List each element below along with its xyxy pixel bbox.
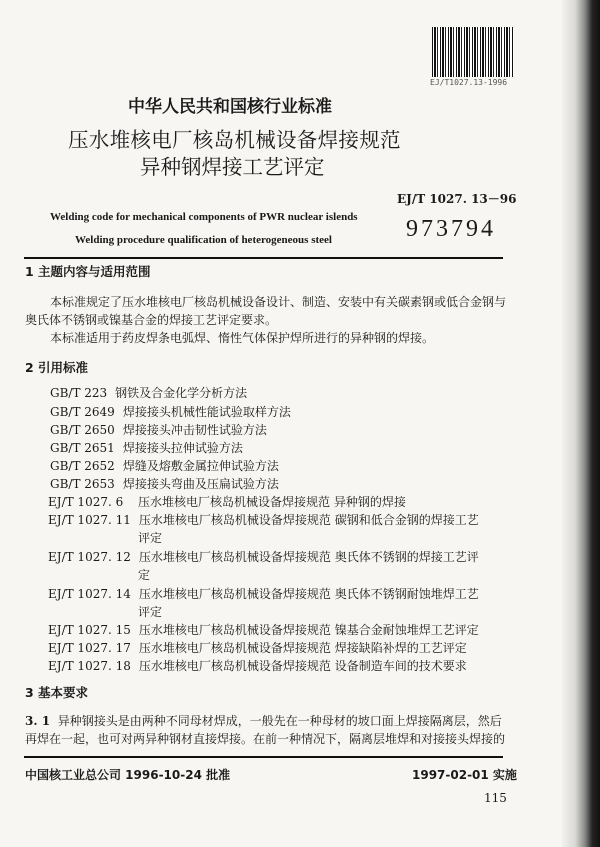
section1-para1-line1: 本标准规定了压水堆核电厂核岛机械设备设计、制造、安装中有关碳素钢或低合金钢与 — [50, 295, 507, 309]
reference-title: 焊接接头拉伸试验方法 — [122, 441, 243, 455]
section1-heading: 1 主题内容与适用范围 — [25, 264, 151, 279]
clause-number: 3. 1 — [25, 714, 51, 728]
reference-code: EJ/T 1027. 12 — [48, 550, 131, 564]
title-line1: 压水堆核电厂核岛机械设备焊接规范 — [68, 128, 401, 152]
barcode-label: EJ/T1027.13-1996 — [430, 78, 508, 87]
section1-para2: 本标准适用于药皮焊条电弧焊、惰性气体保护焊所进行的异种钢的焊接。 — [50, 331, 435, 345]
reference-title-continued: 评定 — [138, 531, 163, 545]
reference-item — [50, 458, 279, 474]
reference-code: GB/T 223 — [50, 386, 108, 400]
reference-code: GB/T 2651 — [50, 441, 115, 455]
reference-item — [50, 422, 267, 438]
effective-date: 1997-02-01 实施 — [412, 768, 517, 782]
approval-info: 中国核工业总公司 1996-10-24 批准 — [25, 768, 231, 782]
reference-title: 压水堆核电厂核岛机械设备焊接规范 碳钢和低合金钢的焊接工艺 — [138, 513, 479, 527]
reference-item — [48, 640, 467, 656]
english-title-2: Welding procedure qualification of heterogeneous steel — [75, 234, 332, 246]
reference-title-continued: 定 — [138, 568, 151, 582]
reference-title: 压水堆核电厂核岛机械设备焊接规范 镍基合金耐蚀堆焊工艺评定 — [138, 623, 479, 637]
reference-item — [50, 440, 243, 456]
reference-code: EJ/T 1027. 14 — [48, 587, 131, 601]
page-number: 115 — [484, 791, 507, 805]
scan-edge — [562, 0, 600, 847]
reference-code: EJ/T 1027. 11 — [48, 513, 131, 527]
stamp-number: 973794 — [406, 216, 496, 242]
reference-item — [48, 494, 406, 510]
reference-title: 压水堆核电厂核岛机械设备焊接规范 奥氏体不锈钢耐蚀堆焊工艺 — [138, 587, 479, 601]
reference-title-continued: 评定 — [138, 605, 163, 619]
reference-title: 压水堆核电厂核岛机械设备焊接规范 异种钢的焊接 — [138, 495, 406, 509]
reference-item — [48, 586, 479, 602]
barcode — [432, 27, 514, 77]
header-rule — [24, 257, 503, 259]
section2-heading: 2 引用标准 — [25, 360, 89, 375]
section1-para1-line2: 奥氏体不锈钢或镍基合金的焊接工艺评定要求。 — [25, 313, 278, 327]
reference-item — [50, 476, 279, 492]
reference-code: EJ/T 1027. 6 — [48, 495, 124, 509]
footer-rule — [24, 756, 503, 758]
reference-code: EJ/T 1027. 17 — [48, 641, 131, 655]
reference-code: GB/T 2652 — [50, 459, 115, 473]
reference-title: 钢铁及合金化学分析方法 — [115, 386, 248, 400]
reference-title: 压水堆核电厂核岛机械设备焊接规范 焊接缺陷补焊的工艺评定 — [138, 641, 467, 655]
reference-code: GB/T 2653 — [50, 477, 115, 491]
reference-title: 压水堆核电厂核岛机械设备焊接规范 奥氏体不锈钢的焊接工艺评 — [138, 550, 479, 564]
reference-item — [50, 385, 247, 401]
reference-item — [48, 512, 479, 528]
reference-item — [50, 404, 291, 420]
reference-item — [48, 549, 479, 565]
clause-3-1-line1 — [25, 713, 502, 729]
reference-item — [48, 658, 467, 674]
reference-title: 焊接接头冲击韧性试验方法 — [122, 423, 267, 437]
reference-title: 焊缝及熔敷金属拉伸试验方法 — [122, 459, 279, 473]
clause-text-1: 异种钢接头是由两种不同母材焊成，一般先在一种母材的坡口面上焊接隔离层，然后 — [57, 714, 502, 728]
org-standard: 中华人民共和国核行业标准 — [128, 97, 332, 117]
reference-title: 焊接接头机械性能试验取样方法 — [122, 405, 291, 419]
reference-code: EJ/T 1027. 18 — [48, 659, 131, 673]
reference-code: GB/T 2650 — [50, 423, 115, 437]
title-line2: 异种钢焊接工艺评定 — [140, 155, 325, 179]
english-title-1: Welding code for mechanical components of PWR nuclear islends — [50, 211, 358, 223]
standard-number: EJ/T 1027. 13－96 — [397, 192, 517, 206]
reference-item — [48, 622, 479, 638]
reference-code: GB/T 2649 — [50, 405, 115, 419]
reference-title: 压水堆核电厂核岛机械设备焊接规范 设备制造车间的技术要求 — [138, 659, 467, 673]
section3-heading: 3 基本要求 — [25, 685, 89, 700]
reference-title: 焊接接头弯曲及压扁试验方法 — [122, 477, 279, 491]
reference-code: EJ/T 1027. 15 — [48, 623, 131, 637]
clause-3-1-line2: 再焊在一起，也可对两异种钢材直接焊接。在前一种情况下，隔离层堆焊和对接接头焊接的 — [25, 732, 506, 746]
